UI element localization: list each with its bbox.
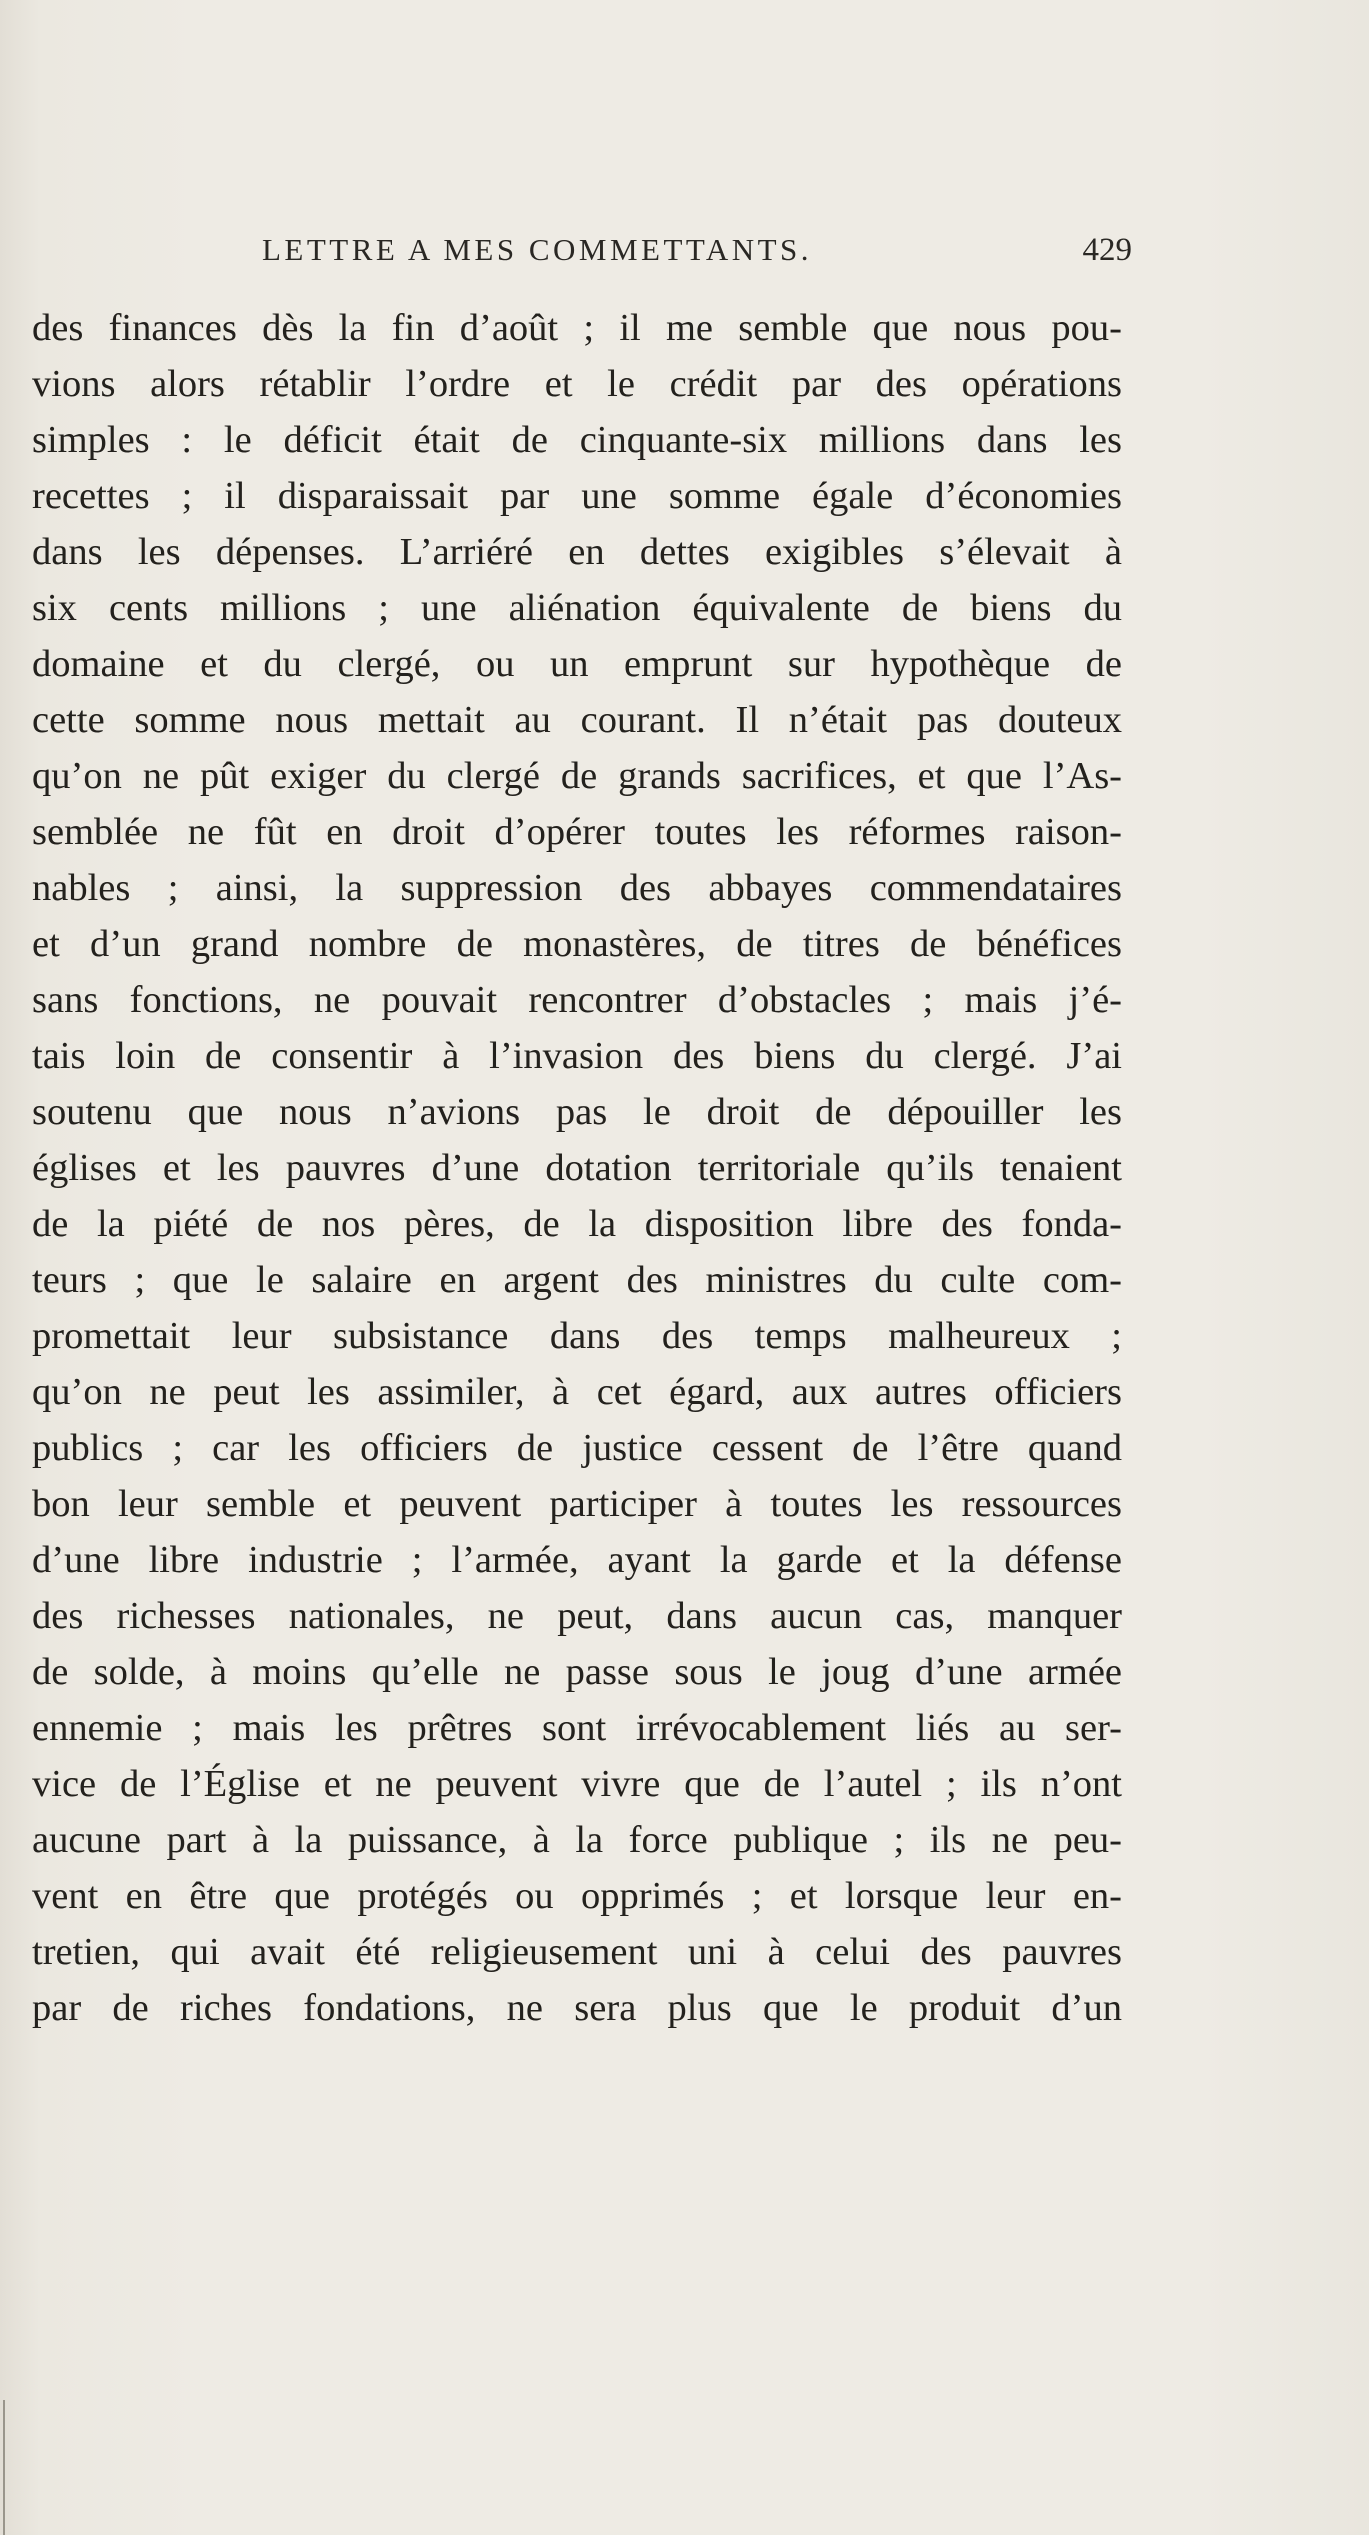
text-line: qu’on ne pût exiger du clergé de grands sacrifices, et que l’As- [32,755,1122,797]
text-line: promettait leur subsistance dans des temps malheureux ; [32,1315,1122,1357]
text-line: ennemie ; mais les prêtres sont irrévocablement liés au ser- [32,1707,1122,1749]
text-line: cette somme nous mettait au courant. Il n’était pas douteux [32,699,1122,741]
running-head: LETTRE A MES COMMETTANTS. [262,232,813,267]
text-line: de la piété de nos pères, de la disposition libre des fonda- [32,1203,1122,1245]
text-line: nables ; ainsi, la suppression des abbayes commendataires [32,867,1122,909]
text-line: sans fonctions, ne pouvait rencontrer d’obstacles ; mais j’é- [32,979,1122,1021]
page-number: 429 [1082,232,1132,268]
text-line: aucune part à la puissance, à la force publique ; ils ne peu- [32,1819,1122,1861]
text-line: simples : le déficit était de cinquante-six millions dans les [32,419,1122,461]
page-header [262,232,1132,272]
text-line: vice de l’Église et ne peuvent vivre que de l’autel ; ils n’ont [32,1763,1122,1805]
text-line: par de riches fondations, ne sera plus que le produit d’un [32,1987,1122,2029]
text-line: des finances dès la fin d’août ; il me semble que nous pou- [32,307,1122,349]
text-line: de solde, à moins qu’elle ne passe sous le joug d’une armée [32,1651,1122,1693]
text-line: églises et les pauvres d’une dotation territoriale qu’ils tenaient [32,1147,1122,1189]
text-line: vent en être que protégés ou opprimés ; et lorsque leur en- [32,1875,1122,1917]
text-line: tais loin de consentir à l’invasion des biens du clergé. J’ai [32,1035,1122,1077]
text-line: semblée ne fût en droit d’opérer toutes les réformes raison- [32,811,1122,853]
text-line: teurs ; que le salaire en argent des ministres du culte com- [32,1259,1122,1301]
text-line: soutenu que nous n’avions pas le droit de dépouiller les [32,1091,1122,1133]
text-line: qu’on ne peut les assimiler, à cet égard, aux autres officiers [32,1371,1122,1413]
page-edge-rule [3,2400,5,2535]
text-line: bon leur semble et peuvent participer à toutes les ressources [32,1483,1122,1525]
text-line: recettes ; il disparaissait par une somme égale d’économies [32,475,1122,517]
text-line: dans les dépenses. L’arriéré en dettes exigibles s’élevait à [32,531,1122,573]
text-line: tretien, qui avait été religieusement uni à celui des pauvres [32,1931,1122,1973]
text-line: six cents millions ; une aliénation équivalente de biens du [32,587,1122,629]
text-line: vions alors rétablir l’ordre et le crédit par des opérations [32,363,1122,405]
text-line: domaine et du clergé, ou un emprunt sur hypothèque de [32,643,1122,685]
text-line: des richesses nationales, ne peut, dans aucun cas, manquer [32,1595,1122,1637]
text-line: publics ; car les officiers de justice cessent de l’être quand [32,1427,1122,1469]
text-line: d’une libre industrie ; l’armée, ayant la garde et la défense [32,1539,1122,1581]
text-line: et d’un grand nombre de monastères, de titres de bénéfices [32,923,1122,965]
